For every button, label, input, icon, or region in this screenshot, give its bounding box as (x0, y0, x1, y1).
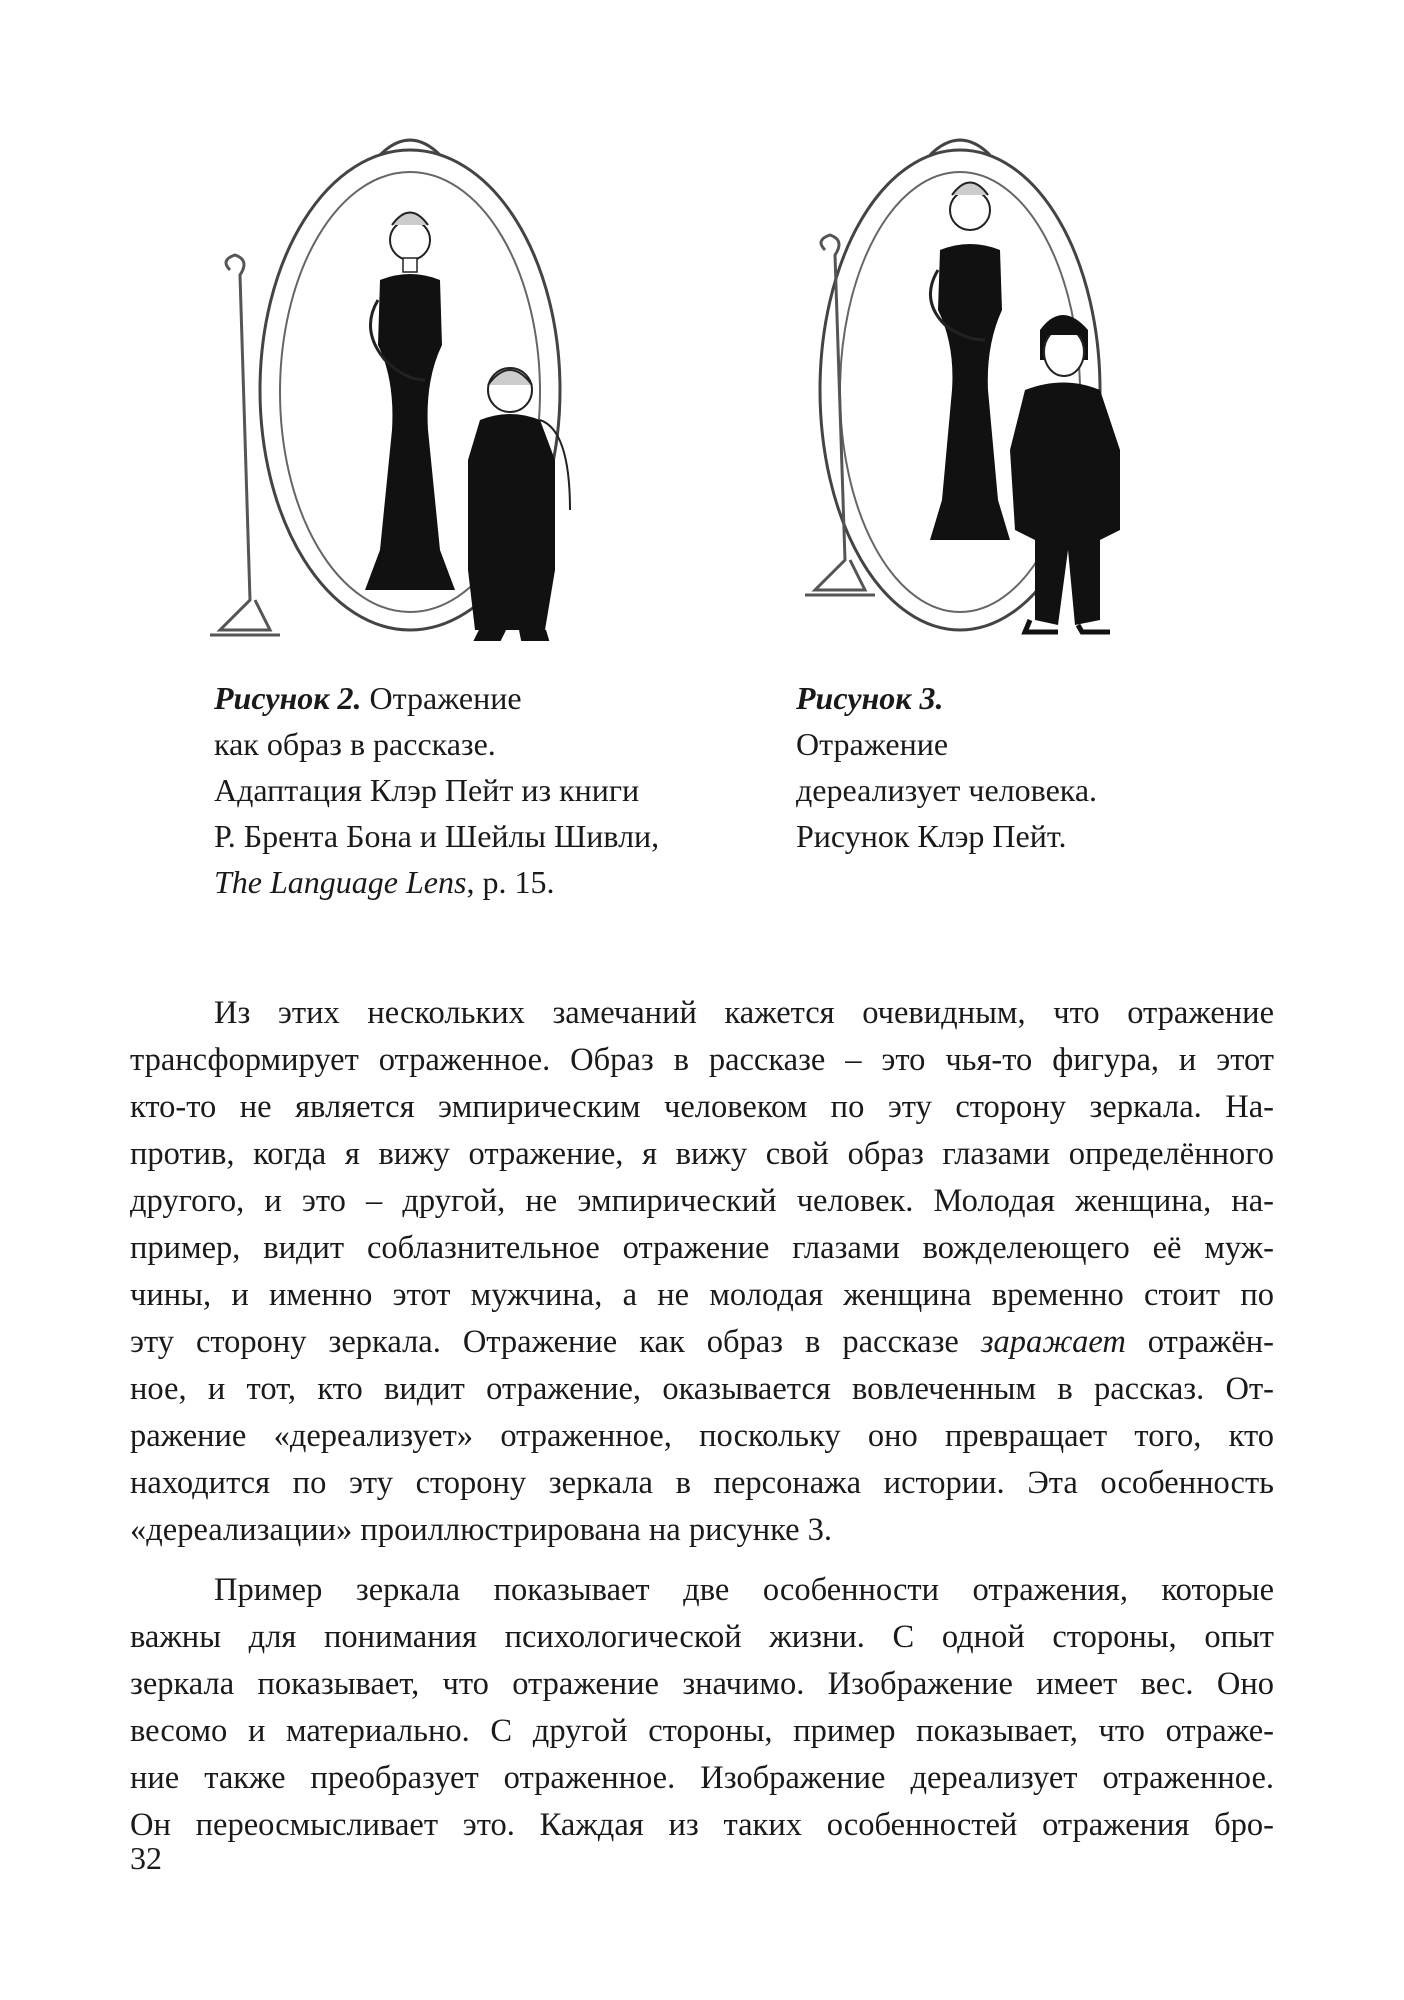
text-line: ражение «дереализует» отраженное, поскольку оно превращает того, кто (130, 1418, 1274, 1454)
text-line: кто-то не является эмпирическим человеком по эту сторону зеркала. На- (130, 1089, 1274, 1125)
text-line: пример, видит соблазнительное отражение глазами вожделеющего её муж- (130, 1230, 1274, 1266)
caption-line: Адаптация Клэр Пейт из книги (214, 772, 640, 808)
text-line: ное, и тот, кто видит отражение, оказывается вовлеченным в рассказ. От- (130, 1371, 1274, 1407)
text-line (130, 1319, 1274, 1366)
figure-3-drawing (800, 120, 1160, 650)
text-line: Он переосмысливает это. Каждая из таких особенностей отражения бро- (130, 1807, 1274, 1843)
body-text (130, 990, 1274, 1862)
page-number: 32 (130, 1840, 162, 1876)
caption-text: Отражение (361, 680, 522, 716)
emphasis-word: заражает (980, 1324, 1126, 1360)
text-line: «дереализации» проиллюстрирована на рисунке 3. (130, 1512, 833, 1548)
text-line: против, когда я вижу отражение, я вижу свой образ глазами определённого (130, 1136, 1274, 1172)
text-line: Пример зеркала показывает две особенности отражения, которые (214, 1572, 1274, 1608)
caption-line (214, 859, 774, 905)
text-line: другого, и это – другой, не эмпирический человек. Молодая женщина, на- (130, 1183, 1274, 1219)
figure-label: Рисунок 2. (214, 680, 362, 716)
text-line: весомо и материально. С другой стороны, пример показывает, что отраже- (130, 1713, 1274, 1749)
text-line: Из этих нескольких замечаний кажется очевидным, что отражение (214, 995, 1274, 1031)
text-segment: отражён- (1125, 1324, 1274, 1360)
text-line: зеркала показывает, что отражение значимо. Изображение имеет вес. Оно (130, 1666, 1274, 1702)
paragraph-2 (130, 1567, 1274, 1849)
paragraph-1 (130, 990, 1274, 1554)
caption-line: Рисунок Клэр Пейт. (796, 818, 1067, 854)
caption-line (214, 675, 774, 721)
figure-3-caption (796, 675, 1216, 859)
book-title: The Language Lens (214, 864, 467, 900)
figure-2-caption (214, 675, 774, 905)
text-line: важны для понимания психологической жизни. С одной стороны, опыт (130, 1619, 1274, 1655)
text-line: чины, и именно этот мужчина, а не молодая женщина временно стоит по (130, 1277, 1274, 1313)
caption-line: дереализует человека. (796, 772, 1098, 808)
caption-text: , p. 15. (466, 864, 555, 900)
text-segment: эту сторону зеркала. Отражение как образ в рассказе (130, 1324, 981, 1360)
text-line: находится по эту сторону зеркала в персонажа истории. Эта особенность (130, 1465, 1274, 1501)
caption-line: Отражение (796, 726, 949, 762)
caption-line: Р. Брента Бона и Шейлы Шивли, (214, 818, 660, 854)
text-line: трансформирует отраженное. Образ в рассказе – это чья-то фигура, и этот (130, 1042, 1274, 1078)
text-line: ние также преобразует отраженное. Изображение дереализует отраженное. (130, 1760, 1274, 1796)
caption-line: как образ в рассказе. (214, 726, 496, 762)
figure-2-drawing (210, 130, 590, 650)
figure-label: Рисунок 3. (796, 680, 944, 716)
